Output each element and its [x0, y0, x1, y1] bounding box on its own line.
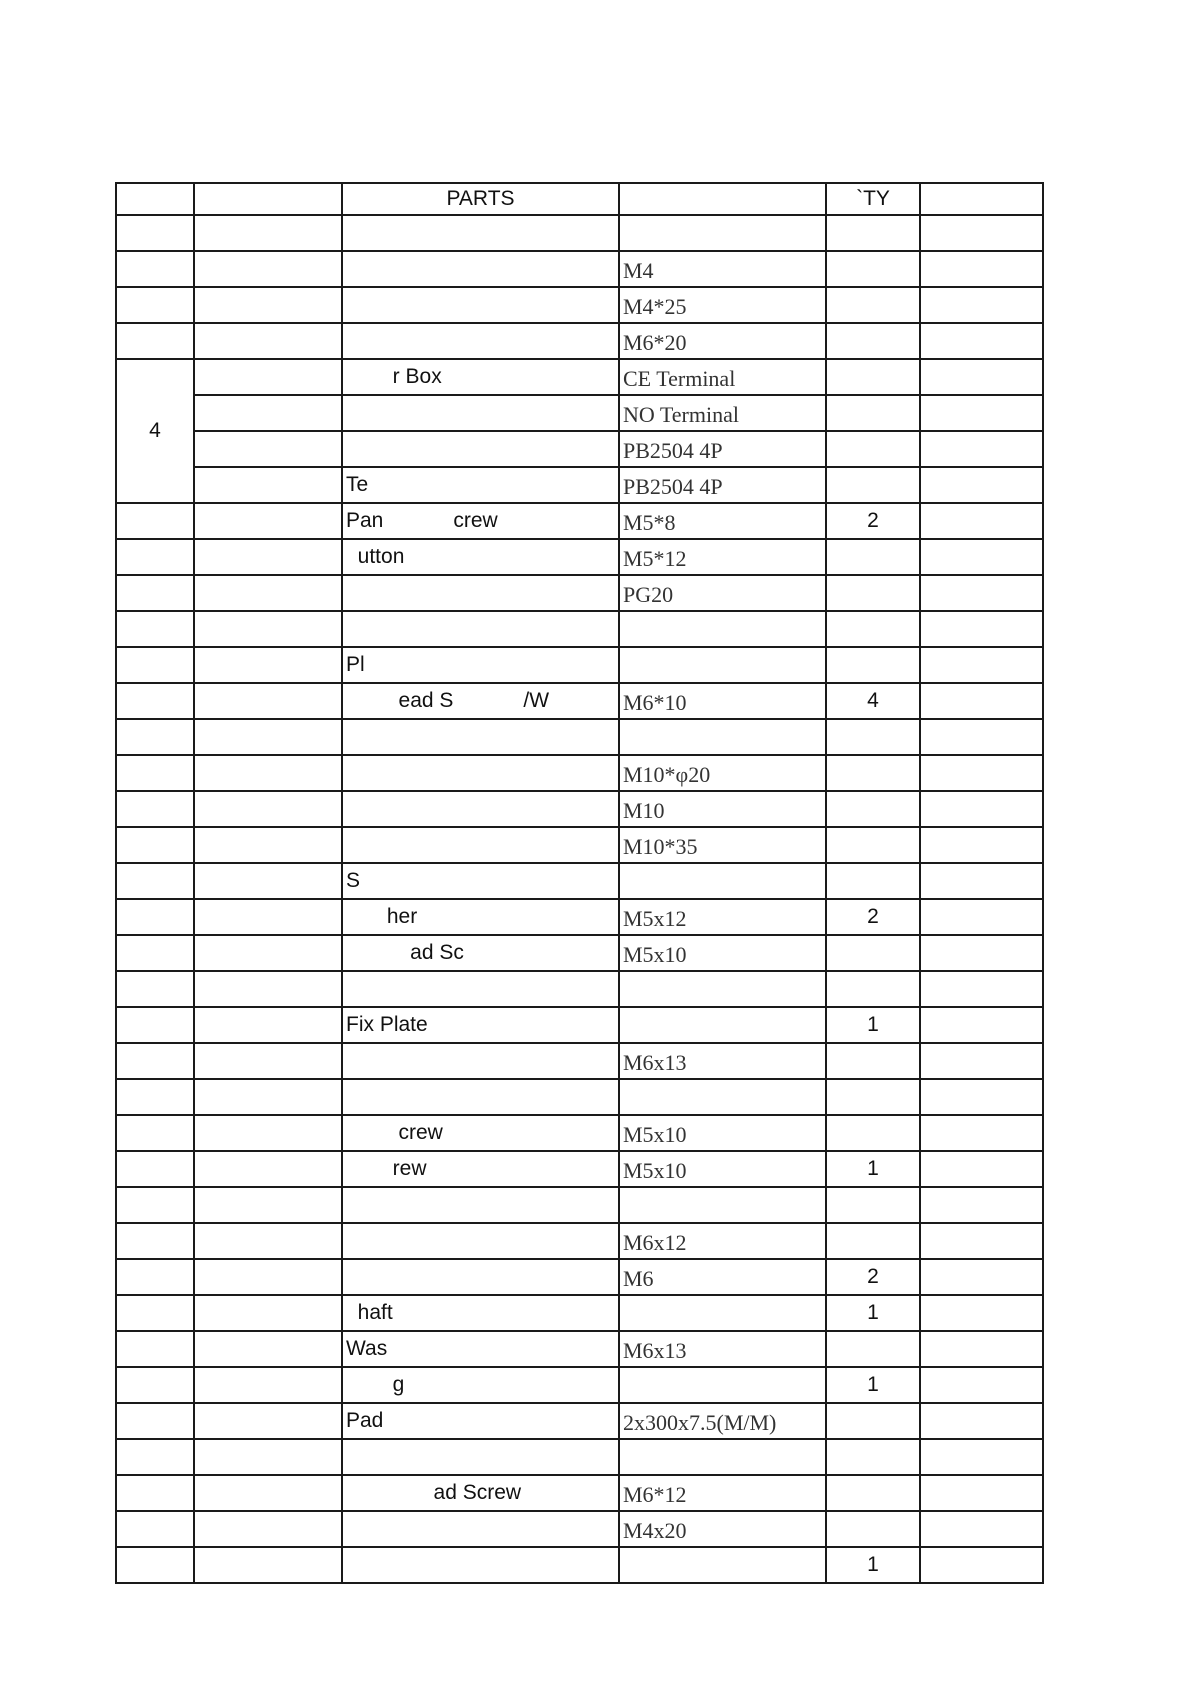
remark-cell [920, 575, 1043, 611]
qty-cell [826, 215, 920, 251]
part-no-cell [194, 467, 342, 503]
table-row [116, 1475, 1043, 1511]
item-no-cell [116, 1439, 194, 1475]
table-row [116, 1115, 1043, 1151]
item-no-cell [116, 1079, 194, 1115]
qty-cell [826, 323, 920, 359]
remark-cell [920, 1259, 1043, 1295]
part-no-cell [194, 899, 342, 935]
item-no-cell [116, 1475, 194, 1511]
part-no-cell [194, 1295, 342, 1331]
item-no-cell [116, 1331, 194, 1367]
remark-cell [920, 791, 1043, 827]
spec-cell: PB2504 4P [619, 467, 826, 503]
part-name-cell [342, 791, 619, 827]
remark-cell [920, 1367, 1043, 1403]
qty-cell: 1 [826, 1295, 920, 1331]
spec-cell: M6x12 [619, 1223, 826, 1259]
table-row [116, 1151, 1043, 1187]
table-row [116, 503, 1043, 539]
spec-cell: M4 [619, 251, 826, 287]
item-no-cell [116, 1295, 194, 1331]
spec-cell: 2x300x7.5(M/M) [619, 1403, 826, 1439]
spec-cell: M10 [619, 791, 826, 827]
part-no-cell [194, 1331, 342, 1367]
table-row [116, 1223, 1043, 1259]
table-row [116, 539, 1043, 575]
table-row [116, 359, 1043, 395]
part-name-cell [342, 971, 619, 1007]
table-row [116, 251, 1043, 287]
remark-cell [920, 539, 1043, 575]
table-row [116, 1547, 1043, 1583]
table-row [116, 827, 1043, 863]
item-no-cell [116, 575, 194, 611]
part-no-cell [194, 1547, 342, 1583]
part-no-cell [194, 1259, 342, 1295]
item-no-cell [116, 215, 194, 251]
table-row [116, 1403, 1043, 1439]
part-name-cell [342, 1079, 619, 1115]
part-no-cell [194, 503, 342, 539]
part-no-cell [194, 935, 342, 971]
qty-cell [826, 251, 920, 287]
part-no-cell [194, 611, 342, 647]
part-name-cell [342, 1439, 619, 1475]
table-row [116, 1043, 1043, 1079]
remark-cell [920, 323, 1043, 359]
part-no-cell [194, 1079, 342, 1115]
part-name-cell: rew [342, 1151, 619, 1187]
remark-cell [920, 1475, 1043, 1511]
part-name-cell [342, 1043, 619, 1079]
header-part-no [194, 183, 342, 215]
qty-cell [826, 863, 920, 899]
item-no-cell [116, 1187, 194, 1223]
part-name-cell: her [342, 899, 619, 935]
item-no-cell [116, 323, 194, 359]
part-no-cell [194, 431, 342, 467]
part-no-cell [194, 1475, 342, 1511]
table-row [116, 719, 1043, 755]
header-remark [920, 183, 1043, 215]
spec-cell: M6 [619, 1259, 826, 1295]
part-name-cell: ad Sc [342, 935, 619, 971]
part-name-cell [342, 755, 619, 791]
item-no-cell [116, 1043, 194, 1079]
item-no-cell [116, 251, 194, 287]
item-no-cell [116, 1115, 194, 1151]
part-no-cell [194, 863, 342, 899]
qty-cell [826, 1115, 920, 1151]
spec-cell [619, 647, 826, 683]
table-row [116, 683, 1043, 719]
part-name-cell: S [342, 863, 619, 899]
part-no-cell [194, 1151, 342, 1187]
remark-cell [920, 1223, 1043, 1259]
spec-cell [619, 971, 826, 1007]
table-row [116, 323, 1043, 359]
item-no-cell [116, 1223, 194, 1259]
spec-cell [619, 1295, 826, 1331]
remark-cell [920, 1511, 1043, 1547]
part-no-cell [194, 323, 342, 359]
part-name-cell [342, 431, 619, 467]
remark-cell [920, 1295, 1043, 1331]
remark-cell [920, 1187, 1043, 1223]
item-no-cell [116, 863, 194, 899]
remark-cell [920, 395, 1043, 431]
header-spec [619, 183, 826, 215]
spec-cell [619, 719, 826, 755]
item-no-cell [116, 827, 194, 863]
spec-cell: NO Terminal [619, 395, 826, 431]
part-no-cell [194, 1367, 342, 1403]
qty-cell [826, 791, 920, 827]
part-no-cell [194, 971, 342, 1007]
part-name-cell [342, 287, 619, 323]
qty-cell [826, 1187, 920, 1223]
table-row [116, 1007, 1043, 1043]
spec-cell: M5x10 [619, 1151, 826, 1187]
item-no-cell [116, 611, 194, 647]
spec-cell [619, 1439, 826, 1475]
qty-cell [826, 719, 920, 755]
part-name-cell [342, 827, 619, 863]
header-parts: PARTS [342, 183, 619, 215]
item-no-cell [116, 287, 194, 323]
remark-cell [920, 467, 1043, 503]
table-row [116, 899, 1043, 935]
spec-cell: M6*10 [619, 683, 826, 719]
qty-cell [826, 431, 920, 467]
part-no-cell [194, 1007, 342, 1043]
item-no-cell [116, 899, 194, 935]
table-row [116, 755, 1043, 791]
spec-cell: M6x13 [619, 1331, 826, 1367]
item-no-cell [116, 1007, 194, 1043]
qty-cell [826, 539, 920, 575]
part-name-cell [342, 215, 619, 251]
part-no-cell [194, 251, 342, 287]
part-name-cell [342, 1547, 619, 1583]
part-name-cell: Pad [342, 1403, 619, 1439]
part-name-cell: utton [342, 539, 619, 575]
spec-cell: M5*12 [619, 539, 826, 575]
remark-cell [920, 719, 1043, 755]
part-name-cell [342, 719, 619, 755]
part-name-cell [342, 1187, 619, 1223]
item-no-cell [116, 1151, 194, 1187]
part-name-cell: g [342, 1367, 619, 1403]
spec-cell: M10*φ20 [619, 755, 826, 791]
part-name-cell: Pl [342, 647, 619, 683]
item-no-cell [116, 1547, 194, 1583]
table-row [116, 431, 1043, 467]
table-row [116, 1439, 1043, 1475]
part-no-cell [194, 1115, 342, 1151]
qty-cell [826, 287, 920, 323]
table-row [116, 1295, 1043, 1331]
spec-cell: PB2504 4P [619, 431, 826, 467]
table-row [116, 215, 1043, 251]
part-no-cell [194, 575, 342, 611]
table-row [116, 575, 1043, 611]
table-row [116, 791, 1043, 827]
remark-cell [920, 1403, 1043, 1439]
spec-cell [619, 1079, 826, 1115]
remark-cell [920, 827, 1043, 863]
part-no-cell [194, 287, 342, 323]
part-name-cell: ead S /W [342, 683, 619, 719]
remark-cell [920, 359, 1043, 395]
qty-cell [826, 1079, 920, 1115]
remark-cell [920, 1331, 1043, 1367]
item-no-cell [116, 1511, 194, 1547]
qty-cell [826, 647, 920, 683]
qty-cell: 1 [826, 1151, 920, 1187]
remark-cell [920, 899, 1043, 935]
part-no-cell [194, 539, 342, 575]
qty-cell [826, 359, 920, 395]
qty-cell [826, 971, 920, 1007]
part-no-cell [194, 1187, 342, 1223]
parts-table-body [116, 215, 1043, 1583]
table-row [116, 1079, 1043, 1115]
part-name-cell: r Box [342, 359, 619, 395]
remark-cell [920, 287, 1043, 323]
table-row [116, 647, 1043, 683]
spec-cell [619, 863, 826, 899]
part-no-cell [194, 1439, 342, 1475]
spec-cell: M5x10 [619, 935, 826, 971]
header-no [116, 183, 194, 215]
table-row [116, 467, 1043, 503]
item-no-cell [116, 791, 194, 827]
qty-cell [826, 1223, 920, 1259]
part-name-cell: crew [342, 1115, 619, 1151]
qty-cell [826, 755, 920, 791]
qty-cell [826, 1403, 920, 1439]
remark-cell [920, 1439, 1043, 1475]
item-no-cell [116, 647, 194, 683]
part-name-cell [342, 1259, 619, 1295]
item-no-cell [116, 1259, 194, 1295]
part-no-cell [194, 827, 342, 863]
remark-cell [920, 503, 1043, 539]
remark-cell [920, 863, 1043, 899]
part-no-cell [194, 683, 342, 719]
spec-cell: M5*8 [619, 503, 826, 539]
table-row [116, 395, 1043, 431]
spec-cell: PG20 [619, 575, 826, 611]
remark-cell [920, 971, 1043, 1007]
part-name-cell: Pan crew [342, 503, 619, 539]
spec-cell: M5x10 [619, 1115, 826, 1151]
part-no-cell [194, 359, 342, 395]
item-no-cell [116, 683, 194, 719]
remark-cell [920, 1043, 1043, 1079]
spec-cell: M4*25 [619, 287, 826, 323]
part-no-cell [194, 1511, 342, 1547]
item-no-cell [116, 1367, 194, 1403]
remark-cell [920, 647, 1043, 683]
qty-cell [826, 467, 920, 503]
remark-cell [920, 935, 1043, 971]
spec-cell: M5x12 [619, 899, 826, 935]
table-row [116, 1187, 1043, 1223]
spec-cell: M6*20 [619, 323, 826, 359]
item-no-cell [116, 539, 194, 575]
table-row [116, 287, 1043, 323]
header-qty: `TY [826, 183, 920, 215]
part-no-cell [194, 1403, 342, 1439]
parts-table [115, 182, 1044, 1584]
spec-cell [619, 1547, 826, 1583]
qty-cell [826, 935, 920, 971]
remark-cell [920, 1151, 1043, 1187]
qty-cell [826, 1331, 920, 1367]
spec-cell [619, 215, 826, 251]
table-row [116, 1259, 1043, 1295]
qty-cell: 1 [826, 1007, 920, 1043]
part-no-cell [194, 791, 342, 827]
part-name-cell: ad Screw [342, 1475, 619, 1511]
part-no-cell [194, 755, 342, 791]
item-no-cell [116, 935, 194, 971]
spec-cell: M10*35 [619, 827, 826, 863]
qty-cell: 2 [826, 899, 920, 935]
part-no-cell [194, 1223, 342, 1259]
table-row [116, 1511, 1043, 1547]
part-name-cell: Te [342, 467, 619, 503]
spec-cell: M6*12 [619, 1475, 826, 1511]
table-row [116, 863, 1043, 899]
part-name-cell [342, 1511, 619, 1547]
table-row [116, 1331, 1043, 1367]
remark-cell [920, 755, 1043, 791]
item-no-cell [116, 1403, 194, 1439]
remark-cell [920, 215, 1043, 251]
remark-cell [920, 431, 1043, 467]
qty-cell: 2 [826, 503, 920, 539]
part-no-cell [194, 395, 342, 431]
table-row [116, 1367, 1043, 1403]
spec-cell [619, 1007, 826, 1043]
header-row [116, 183, 1043, 215]
qty-cell: 1 [826, 1547, 920, 1583]
item-no-cell [116, 755, 194, 791]
remark-cell [920, 251, 1043, 287]
remark-cell [920, 1547, 1043, 1583]
qty-cell [826, 1439, 920, 1475]
qty-cell [826, 1475, 920, 1511]
spec-cell [619, 611, 826, 647]
item-no-cell: 4 [116, 359, 194, 503]
part-no-cell [194, 215, 342, 251]
spec-cell: CE Terminal [619, 359, 826, 395]
part-name-cell: haft [342, 1295, 619, 1331]
qty-cell: 1 [826, 1367, 920, 1403]
item-no-cell [116, 503, 194, 539]
qty-cell: 2 [826, 1259, 920, 1295]
qty-cell [826, 395, 920, 431]
table-row [116, 971, 1043, 1007]
remark-cell [920, 1079, 1043, 1115]
remark-cell [920, 1007, 1043, 1043]
qty-cell [826, 1511, 920, 1547]
part-name-cell: Was [342, 1331, 619, 1367]
part-name-cell [342, 251, 619, 287]
part-name-cell [342, 323, 619, 359]
part-no-cell [194, 647, 342, 683]
part-name-cell [342, 575, 619, 611]
qty-cell [826, 611, 920, 647]
table-row [116, 611, 1043, 647]
item-no-cell [116, 971, 194, 1007]
table-row [116, 935, 1043, 971]
qty-cell [826, 827, 920, 863]
part-name-cell: Fix Plate [342, 1007, 619, 1043]
remark-cell [920, 1115, 1043, 1151]
qty-cell [826, 1043, 920, 1079]
qty-cell: 4 [826, 683, 920, 719]
part-name-cell [342, 611, 619, 647]
spec-cell [619, 1367, 826, 1403]
part-name-cell [342, 395, 619, 431]
remark-cell [920, 611, 1043, 647]
spec-cell: M4x20 [619, 1511, 826, 1547]
remark-cell [920, 683, 1043, 719]
spec-cell: M6x13 [619, 1043, 826, 1079]
item-no-cell [116, 719, 194, 755]
part-no-cell [194, 1043, 342, 1079]
qty-cell [826, 575, 920, 611]
part-name-cell [342, 1223, 619, 1259]
part-no-cell [194, 719, 342, 755]
spec-cell [619, 1187, 826, 1223]
